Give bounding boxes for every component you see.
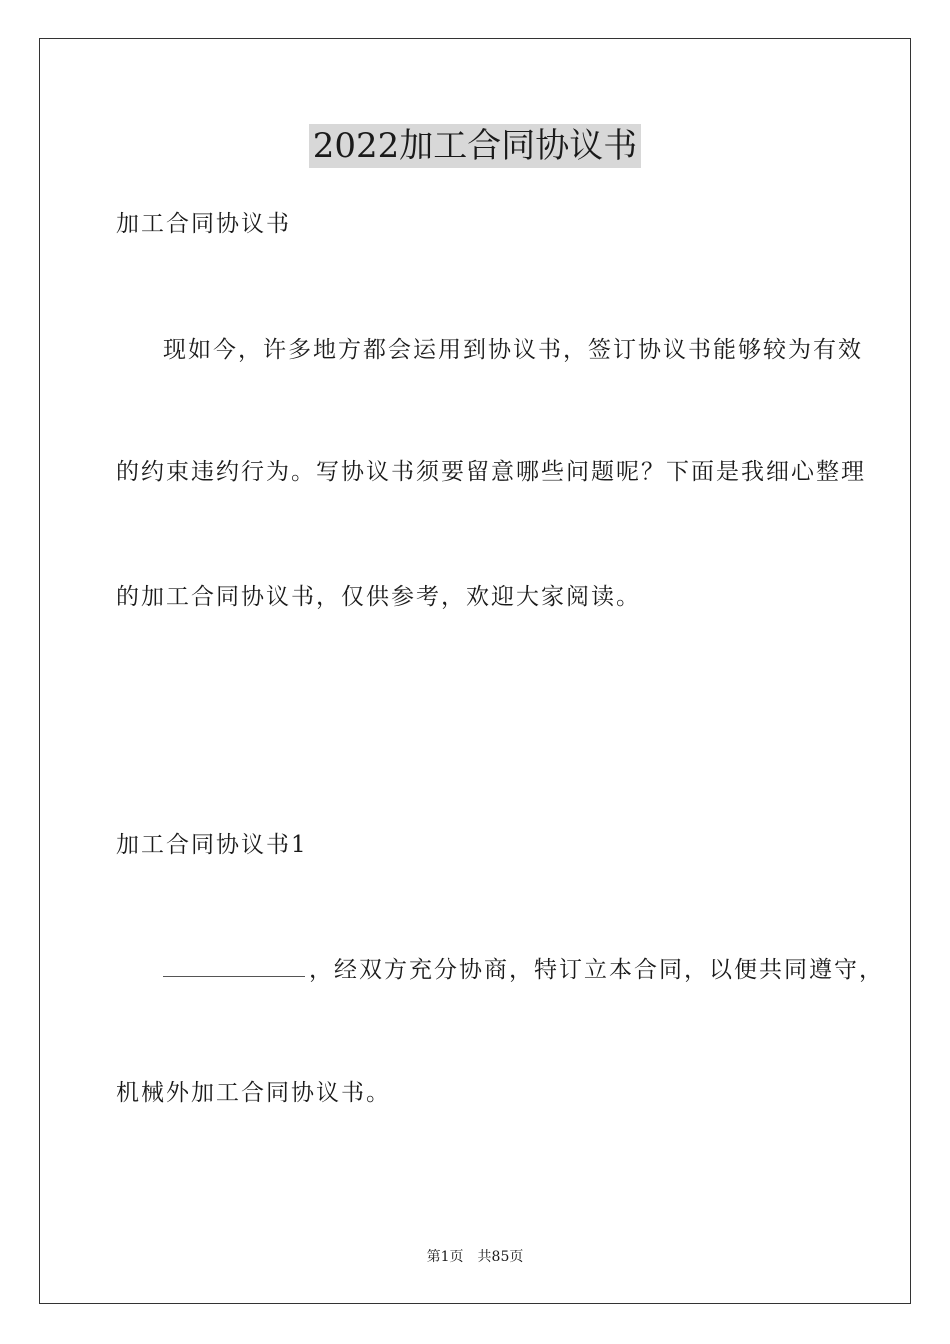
page-footer: [0, 1247, 950, 1267]
intro-paragraph-line-2: 的约束违约行为。写协议书须要留意哪些问题呢？下面是我细心整理: [116, 459, 866, 485]
section1-line1-text: ，经双方充分协商，特订立本合同，以便共同遵守，: [309, 957, 884, 983]
document-title: [0, 124, 950, 168]
fill-in-blank-line: [163, 954, 305, 977]
page-number: 第1页: [426, 1249, 464, 1265]
section1-paragraph-line-1: [163, 954, 884, 986]
section1-paragraph-line-2: 机械外加工合同协议书。: [116, 1080, 391, 1106]
section-heading-1: 加工合同协议书1: [116, 832, 308, 858]
page-total: 共85页: [477, 1249, 524, 1265]
intro-paragraph-line-1: 现如今，许多地方都会运用到协议书，签订协议书能够较为有效: [163, 337, 863, 363]
document-subtitle: 加工合同协议书: [116, 211, 291, 237]
intro-paragraph-line-3: 的加工合同协议书，仅供参考，欢迎大家阅读。: [116, 584, 641, 610]
document-title-text: 2022加工合同协议书: [309, 124, 642, 168]
